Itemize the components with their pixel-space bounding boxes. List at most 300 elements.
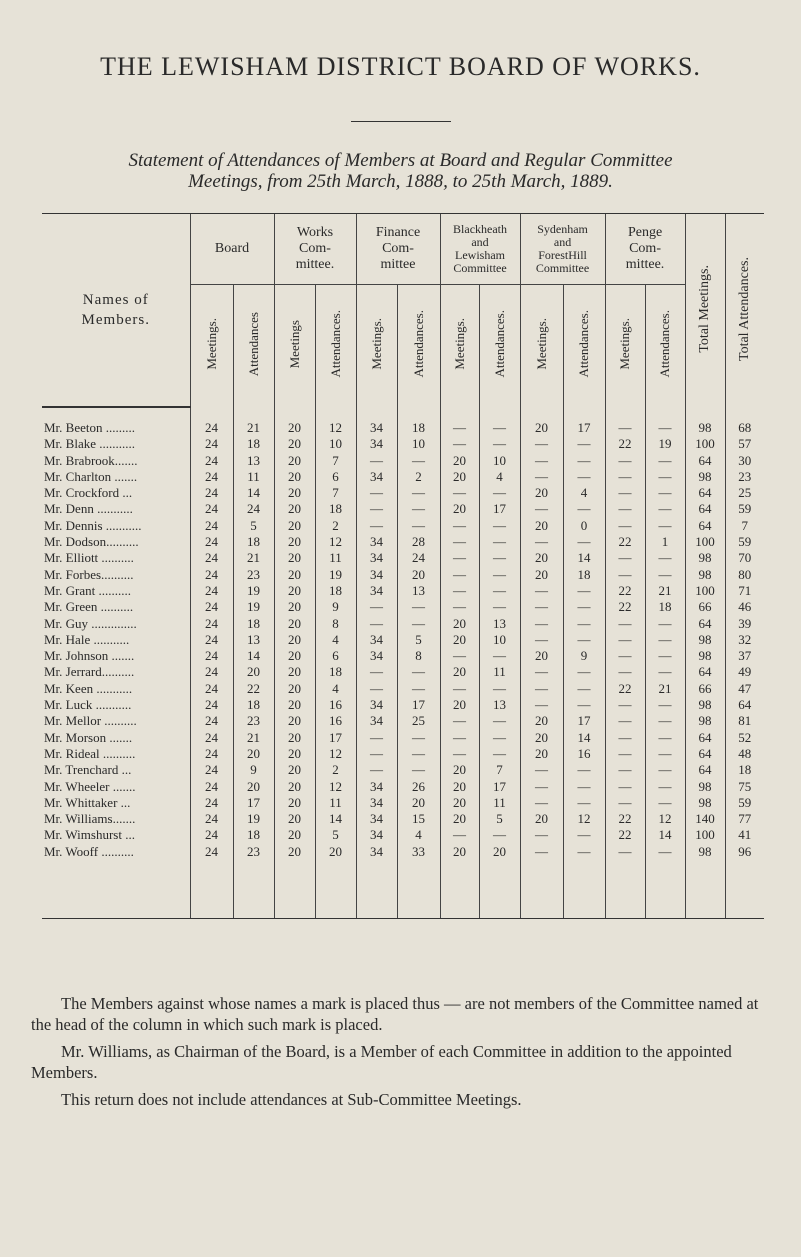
member-name: Mr. Forbes.......... — [44, 566, 134, 582]
sydenham-attendances-cell: — — [563, 501, 605, 517]
board-meetings-cell: 24 — [190, 469, 233, 485]
works-meetings-cell: 20 — [274, 485, 315, 501]
finance-attendances-cell: 17 — [397, 697, 440, 713]
finance-meetings-cell: — — [356, 518, 397, 534]
penge-attendances-cell: — — [645, 730, 685, 746]
board-meetings-cell: 24 — [190, 632, 233, 648]
blackheath-attendances-cell: 13 — [479, 697, 520, 713]
board-meetings-cell: 24 — [190, 501, 233, 517]
finance-meetings-cell: 34 — [356, 844, 397, 860]
total-attendances-cell: 47 — [725, 681, 764, 697]
sub-header-label: Meetings — [286, 319, 302, 369]
total-meetings-cell: 64 — [685, 746, 725, 762]
works-attendances-cell: 16 — [315, 713, 356, 729]
board-attendances-cell: 13 — [233, 632, 274, 648]
total-attendances-cell: 81 — [725, 713, 764, 729]
total-meetings-cell: 64 — [685, 485, 725, 501]
board-attendances-cell: 9 — [233, 762, 274, 778]
names-header — [42, 214, 190, 408]
penge-header-line: mittee. — [625, 257, 665, 272]
sydenham-attendances-cell: 17 — [563, 420, 605, 436]
member-name: Mr. Blake ........... — [44, 436, 135, 452]
table-row — [42, 681, 764, 697]
board-attendances-cell: 23 — [233, 844, 274, 860]
blackheath-meetings-header — [440, 285, 479, 408]
sydenham-meetings-cell: 20 — [520, 550, 563, 566]
board-meetings-cell: 24 — [190, 697, 233, 713]
blackheath-meetings-cell: — — [440, 436, 479, 452]
board-attendances-cell: 21 — [233, 730, 274, 746]
finance-meetings-cell: 34 — [356, 811, 397, 827]
member-name: Mr. Trenchard ... — [44, 762, 132, 778]
sub-header-label: Meetings. — [617, 318, 633, 370]
finance-meetings-cell: — — [356, 501, 397, 517]
finance-meetings-cell: — — [356, 730, 397, 746]
penge-attendances-cell: — — [645, 844, 685, 860]
board-meetings-cell: 24 — [190, 713, 233, 729]
member-name: Mr. Dennis ........... — [44, 517, 142, 533]
total-attendances-cell: 23 — [725, 469, 764, 485]
blackheath-attendances-cell: — — [479, 827, 520, 843]
sydenham-attendances-cell: — — [563, 762, 605, 778]
sydenham-attendances-cell: — — [563, 583, 605, 599]
table-row — [42, 469, 764, 485]
sydenham-attendances-cell: — — [563, 844, 605, 860]
blackheath-attendances-cell: — — [479, 730, 520, 746]
finance-attendances-cell: — — [397, 730, 440, 746]
sydenham-meetings-cell: 20 — [520, 730, 563, 746]
board-attendances-cell: 18 — [233, 827, 274, 843]
blackheath-attendances-cell: — — [479, 648, 520, 664]
works-meetings-cell: 20 — [274, 453, 315, 469]
penge-attendances-cell: — — [645, 648, 685, 664]
sydenham-attendances-cell: 0 — [563, 518, 605, 534]
penge-meetings-cell: — — [605, 501, 645, 517]
works-meetings-cell: 20 — [274, 713, 315, 729]
board-attendances-cell: 19 — [233, 599, 274, 615]
sydenham-meetings-cell: — — [520, 664, 563, 680]
finance-attendances-cell: — — [397, 681, 440, 697]
finance-attendances-cell: 26 — [397, 779, 440, 795]
board-attendances-cell: 23 — [233, 713, 274, 729]
finance-meetings-cell: 34 — [356, 550, 397, 566]
member-name: Mr. Hale ........... — [44, 631, 130, 647]
penge-attendances-cell: — — [645, 664, 685, 680]
works-header-line: Works — [296, 225, 334, 240]
penge-meetings-cell: — — [605, 632, 645, 648]
penge-attendances-cell: — — [645, 518, 685, 534]
penge-meetings-cell: — — [605, 762, 645, 778]
blackheath-attendances-cell: — — [479, 746, 520, 762]
finance-attendances-cell: — — [397, 501, 440, 517]
finance-meetings-cell: — — [356, 485, 397, 501]
table-row — [42, 436, 764, 452]
finance-attendances-cell: 8 — [397, 648, 440, 664]
sub-header-label: Attendances. — [657, 310, 673, 378]
blackheath-attendances-cell: — — [479, 567, 520, 583]
sydenham-header-line: Committee — [535, 261, 590, 275]
works-meetings-cell: 20 — [274, 811, 315, 827]
penge-attendances-cell: — — [645, 550, 685, 566]
blackheath-attendances-cell: — — [479, 534, 520, 550]
sydenham-attendances-cell: — — [563, 632, 605, 648]
works-attendances-cell: 18 — [315, 664, 356, 680]
finance-attendances-cell: — — [397, 616, 440, 632]
finance-attendances-cell: — — [397, 485, 440, 501]
board-attendances-cell: 21 — [233, 550, 274, 566]
total-meetings-header — [685, 214, 725, 408]
total-meetings-cell: 98 — [685, 697, 725, 713]
table-row — [42, 648, 764, 664]
sydenham-attendances-cell: 17 — [563, 713, 605, 729]
works-meetings-cell: 20 — [274, 844, 315, 860]
board-attendances-cell: 19 — [233, 583, 274, 599]
blackheath-attendances-cell: — — [479, 485, 520, 501]
finance-group-header — [356, 214, 440, 285]
sydenham-meetings-cell: 20 — [520, 518, 563, 534]
member-name: Mr. Wimshurst ... — [44, 827, 135, 843]
sub-header-label: Attendances. — [576, 310, 592, 378]
penge-meetings-cell: — — [605, 469, 645, 485]
member-name: Mr. Morson ....... — [44, 729, 133, 745]
blackheath-attendances-cell: 20 — [479, 844, 520, 860]
board-meetings-cell: 24 — [190, 827, 233, 843]
penge-meetings-cell: — — [605, 779, 645, 795]
blackheath-header-line: Blackheath — [453, 222, 508, 236]
penge-attendances-cell: — — [645, 501, 685, 517]
penge-meetings-cell: — — [605, 518, 645, 534]
finance-attendances-cell: 20 — [397, 795, 440, 811]
board-attendances-cell: 18 — [233, 534, 274, 550]
finance-attendances-cell: 2 — [397, 469, 440, 485]
table-row — [42, 746, 764, 762]
member-name: Mr. Denn ........... — [44, 501, 133, 517]
finance-meetings-cell: 34 — [356, 795, 397, 811]
blackheath-attendances-cell: — — [479, 420, 520, 436]
attendance-table — [42, 213, 764, 919]
sydenham-meetings-cell: — — [520, 827, 563, 843]
works-attendances-cell: 8 — [315, 616, 356, 632]
works-attendances-cell: 18 — [315, 583, 356, 599]
member-name: Mr. Williams....... — [44, 811, 136, 827]
blackheath-meetings-cell: — — [440, 713, 479, 729]
table-row — [42, 453, 764, 469]
board-meetings-cell: 24 — [190, 599, 233, 615]
sydenham-meetings-cell: — — [520, 844, 563, 860]
works-attendances-cell: 4 — [315, 632, 356, 648]
sydenham-attendances-cell: — — [563, 779, 605, 795]
sydenham-attendances-cell: — — [563, 681, 605, 697]
total-meetings-cell: 98 — [685, 632, 725, 648]
penge-meetings-cell: — — [605, 550, 645, 566]
board-meetings-cell: 24 — [190, 811, 233, 827]
sydenham-header-line: ForestHill — [538, 248, 587, 262]
table-row — [42, 697, 764, 713]
blackheath-meetings-cell: — — [440, 827, 479, 843]
blackheath-meetings-cell: 20 — [440, 453, 479, 469]
finance-meetings-cell: — — [356, 746, 397, 762]
works-meetings-cell: 20 — [274, 436, 315, 452]
sydenham-meetings-cell: — — [520, 599, 563, 615]
finance-meetings-cell: 34 — [356, 583, 397, 599]
finance-attendances-cell: 25 — [397, 713, 440, 729]
sub-header-label: Attendances — [245, 311, 261, 377]
finance-meetings-cell: — — [356, 453, 397, 469]
works-meetings-cell: 20 — [274, 599, 315, 615]
works-meetings-cell: 20 — [274, 583, 315, 599]
blackheath-header-line: and — [471, 235, 489, 249]
total-attendances-cell: 75 — [725, 779, 764, 795]
works-meetings-cell: 20 — [274, 632, 315, 648]
penge-header-line: Penge — [627, 225, 663, 240]
finance-meetings-cell: 34 — [356, 567, 397, 583]
total-meetings-cell: 66 — [685, 681, 725, 697]
member-name: Mr. Beeton ......... — [44, 420, 135, 435]
table-row — [42, 795, 764, 811]
total-meetings-cell: 98 — [685, 420, 725, 436]
table-row — [42, 420, 764, 436]
finance-meetings-cell: 34 — [356, 420, 397, 436]
blackheath-meetings-cell: — — [440, 583, 479, 599]
total-attendances-cell: 7 — [725, 518, 764, 534]
sydenham-attendances-cell: — — [563, 616, 605, 632]
penge-meetings-cell: 22 — [605, 811, 645, 827]
penge-attendances-cell: — — [645, 616, 685, 632]
blackheath-attendances-cell: — — [479, 436, 520, 452]
finance-attendances-header — [397, 285, 440, 408]
works-attendances-cell: 19 — [315, 567, 356, 583]
finance-attendances-cell: — — [397, 664, 440, 680]
table-row — [42, 518, 764, 534]
sydenham-attendances-cell: 16 — [563, 746, 605, 762]
blackheath-attendances-cell: — — [479, 518, 520, 534]
table-row — [42, 762, 764, 778]
board-meetings-cell: 24 — [190, 844, 233, 860]
sydenham-meetings-cell: — — [520, 534, 563, 550]
works-meetings-cell: 20 — [274, 795, 315, 811]
total-meetings-cell: 100 — [685, 827, 725, 843]
subtitle-line-1: Statement of Attendances of Members at Board and Regular Committee — [128, 150, 673, 171]
works-attendances-cell: 6 — [315, 648, 356, 664]
total-attendances-cell: 37 — [725, 648, 764, 664]
sydenham-meetings-cell: — — [520, 632, 563, 648]
sydenham-header-line: and — [553, 235, 572, 249]
blackheath-attendances-cell: 17 — [479, 501, 520, 517]
penge-attendances-cell: — — [645, 485, 685, 501]
sydenham-attendances-cell: — — [563, 599, 605, 615]
board-meetings-cell: 24 — [190, 534, 233, 550]
penge-attendances-cell: — — [645, 632, 685, 648]
total-attendances-cell: 41 — [725, 827, 764, 843]
blackheath-meetings-cell: — — [440, 648, 479, 664]
finance-header-line: Com- — [382, 241, 414, 256]
works-meetings-cell: 20 — [274, 697, 315, 713]
sydenham-meetings-cell: — — [520, 762, 563, 778]
works-meetings-cell: 20 — [274, 779, 315, 795]
finance-attendances-cell: — — [397, 453, 440, 469]
works-attendances-cell: 12 — [315, 746, 356, 762]
total-attendances-cell: 18 — [725, 762, 764, 778]
board-meetings-cell: 24 — [190, 730, 233, 746]
total-attendances-cell: 64 — [725, 697, 764, 713]
works-attendances-cell: 6 — [315, 469, 356, 485]
sydenham-attendances-cell: — — [563, 827, 605, 843]
blackheath-meetings-cell: 20 — [440, 779, 479, 795]
member-name: Mr. Keen ........... — [44, 680, 133, 696]
blackheath-group-header — [440, 214, 520, 285]
board-meetings-cell: 24 — [190, 681, 233, 697]
finance-attendances-cell: 4 — [397, 827, 440, 843]
finance-attendances-cell: — — [397, 599, 440, 615]
sydenham-attendances-cell: — — [563, 795, 605, 811]
total-meetings-cell: 98 — [685, 550, 725, 566]
finance-meetings-cell: 34 — [356, 697, 397, 713]
works-meetings-header — [274, 285, 315, 408]
finance-attendances-cell: 33 — [397, 844, 440, 860]
member-name: Mr. Grant .......... — [44, 582, 132, 598]
works-meetings-cell: 20 — [274, 518, 315, 534]
total-attendances-cell: 77 — [725, 811, 764, 827]
finance-meetings-cell: 34 — [356, 469, 397, 485]
table-row — [42, 632, 764, 648]
finance-attendances-cell: 5 — [397, 632, 440, 648]
total-attendances-cell: 70 — [725, 550, 764, 566]
works-group-header — [274, 214, 356, 285]
penge-meetings-header — [605, 285, 645, 408]
total-meetings-cell: 100 — [685, 436, 725, 452]
sub-header-label: Meetings. — [368, 318, 384, 370]
board-attendances-cell: 18 — [233, 697, 274, 713]
blackheath-meetings-cell: 20 — [440, 697, 479, 713]
total-meetings-cell: 64 — [685, 664, 725, 680]
total-attendances-cell: 48 — [725, 746, 764, 762]
table-row — [42, 811, 764, 827]
footnote-subcommittee: This return does not include attendances at Sub-Committee Meetings. — [61, 1090, 522, 1109]
works-attendances-cell: 5 — [315, 827, 356, 843]
board-meetings-cell: 24 — [190, 616, 233, 632]
penge-attendances-cell: — — [645, 469, 685, 485]
board-meetings-cell: 24 — [190, 779, 233, 795]
board-group-header: Board — [190, 214, 274, 285]
blackheath-meetings-cell: — — [440, 746, 479, 762]
works-meetings-cell: 20 — [274, 469, 315, 485]
blackheath-attendances-cell: — — [479, 550, 520, 566]
blackheath-attendances-cell: 13 — [479, 616, 520, 632]
footnote-chairman: Mr. Williams, as Chairman of the Board, is a Member of each Committee in addition to the appointed Members. — [31, 1042, 732, 1082]
sydenham-attendances-cell: 4 — [563, 485, 605, 501]
table-row — [42, 550, 764, 566]
board-attendances-header — [233, 285, 274, 408]
finance-meetings-cell: — — [356, 664, 397, 680]
penge-meetings-cell: — — [605, 795, 645, 811]
blackheath-meetings-cell: — — [440, 599, 479, 615]
blackheath-attendances-cell: 4 — [479, 469, 520, 485]
works-meetings-cell: 20 — [274, 648, 315, 664]
blackheath-meetings-cell: 20 — [440, 469, 479, 485]
member-name: Mr. Jerrard.......... — [44, 664, 135, 680]
member-name: Mr. Whittaker ... — [44, 794, 131, 810]
board-meetings-cell: 24 — [190, 550, 233, 566]
works-attendances-cell: 10 — [315, 436, 356, 452]
finance-meetings-cell: 34 — [356, 534, 397, 550]
blackheath-header-line: Lewisham — [455, 248, 506, 262]
sydenham-meetings-cell: — — [520, 795, 563, 811]
works-attendances-cell: 20 — [315, 844, 356, 860]
sydenham-meetings-cell: — — [520, 469, 563, 485]
table-row — [42, 844, 764, 860]
table-row — [42, 599, 764, 615]
sydenham-attendances-cell: — — [563, 453, 605, 469]
finance-attendances-cell: — — [397, 518, 440, 534]
works-meetings-cell: 20 — [274, 827, 315, 843]
board-attendances-cell: 20 — [233, 779, 274, 795]
blackheath-attendances-cell: — — [479, 583, 520, 599]
total-attendances-cell: 32 — [725, 632, 764, 648]
blackheath-meetings-cell: — — [440, 485, 479, 501]
sydenham-meetings-cell: 20 — [520, 648, 563, 664]
works-attendances-cell: 11 — [315, 795, 356, 811]
penge-meetings-cell: 22 — [605, 583, 645, 599]
sydenham-meetings-cell: 20 — [520, 746, 563, 762]
board-attendances-cell: 24 — [233, 501, 274, 517]
penge-attendances-cell: — — [645, 697, 685, 713]
blackheath-attendances-header — [479, 285, 520, 408]
sydenham-attendances-cell: 9 — [563, 648, 605, 664]
total-meetings-cell: 98 — [685, 795, 725, 811]
penge-meetings-cell: — — [605, 697, 645, 713]
member-name: Mr. Rideal .......... — [44, 745, 136, 761]
penge-attendances-cell: 12 — [645, 811, 685, 827]
works-meetings-cell: 20 — [274, 550, 315, 566]
penge-meetings-cell: — — [605, 844, 645, 860]
blackheath-attendances-cell: 10 — [479, 632, 520, 648]
board-attendances-cell: 20 — [233, 664, 274, 680]
total-attendances-cell: 68 — [725, 420, 764, 436]
sub-header-label: Meetings. — [451, 318, 467, 370]
table-row — [42, 664, 764, 680]
works-meetings-cell: 20 — [274, 567, 315, 583]
total-meetings-cell: 64 — [685, 501, 725, 517]
board-attendances-cell: 23 — [233, 567, 274, 583]
board-meetings-cell: 24 — [190, 485, 233, 501]
total-attendances-cell: 59 — [725, 534, 764, 550]
penge-attendances-cell: — — [645, 779, 685, 795]
blackheath-meetings-cell: 20 — [440, 795, 479, 811]
penge-attendances-cell: — — [645, 420, 685, 436]
finance-attendances-cell: 28 — [397, 534, 440, 550]
penge-attendances-cell: — — [645, 567, 685, 583]
sydenham-attendances-cell: 18 — [563, 567, 605, 583]
blackheath-header-line: Committee — [453, 261, 507, 275]
total-attendances-cell: 46 — [725, 599, 764, 615]
finance-attendances-cell: 10 — [397, 436, 440, 452]
table-row — [42, 827, 764, 843]
total-meetings-cell: 64 — [685, 762, 725, 778]
penge-meetings-cell: — — [605, 730, 645, 746]
blackheath-meetings-cell: 20 — [440, 811, 479, 827]
sydenham-attendances-cell: — — [563, 664, 605, 680]
board-attendances-cell: 18 — [233, 436, 274, 452]
penge-attendances-cell: — — [645, 453, 685, 469]
total-attendances-cell: 59 — [725, 501, 764, 517]
finance-meetings-cell: 34 — [356, 779, 397, 795]
finance-meetings-cell: 34 — [356, 632, 397, 648]
sydenham-attendances-cell: — — [563, 697, 605, 713]
footnotes — [31, 993, 768, 1116]
board-attendances-cell: 14 — [233, 485, 274, 501]
subtitle-line-2: Meetings, from 25th March, 1888, to 25th March, 1889. — [188, 171, 613, 192]
works-attendances-cell: 14 — [315, 811, 356, 827]
